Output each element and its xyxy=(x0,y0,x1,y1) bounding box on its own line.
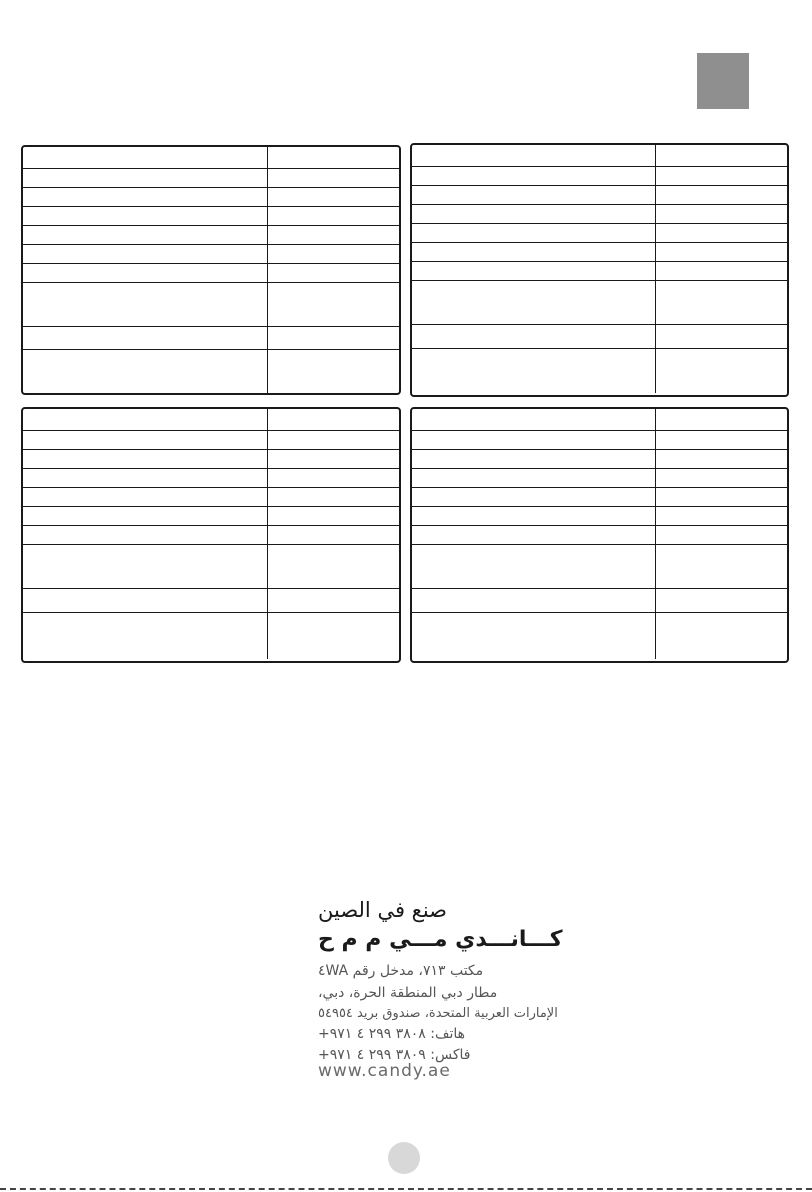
address-line-office: مكتب ٧١٣، مدخل رقم ٤WA xyxy=(318,963,484,979)
value-cell xyxy=(268,589,399,612)
value-cell xyxy=(268,350,399,393)
value-cell xyxy=(656,450,787,468)
table-row xyxy=(412,325,787,349)
label-cell xyxy=(23,207,268,225)
table-row xyxy=(23,545,399,589)
table-row xyxy=(412,205,787,224)
table-row xyxy=(412,507,787,526)
table-row xyxy=(412,526,787,545)
label-cell xyxy=(412,205,656,223)
table-row xyxy=(412,469,787,488)
table-row xyxy=(23,327,399,350)
section-tab-marker xyxy=(697,53,749,109)
value-cell xyxy=(268,545,399,588)
value-cell xyxy=(656,325,787,348)
label-cell xyxy=(412,243,656,261)
label-cell xyxy=(23,245,268,263)
value-cell xyxy=(656,469,787,487)
value-cell xyxy=(656,488,787,506)
label-cell xyxy=(23,283,268,326)
value-cell xyxy=(656,281,787,324)
table-row xyxy=(23,283,399,327)
website-link[interactable]: www.candy.ae xyxy=(318,1061,451,1081)
page-number-circle xyxy=(388,1142,420,1174)
label-cell xyxy=(412,545,656,588)
label-cell xyxy=(412,224,656,242)
value-cell xyxy=(656,349,787,393)
company-name: كـــانـــدي مـــي م م ح xyxy=(318,927,563,952)
warranty-table-top-right xyxy=(410,143,789,397)
value-cell xyxy=(268,283,399,326)
label-cell xyxy=(412,262,656,280)
table-row xyxy=(412,186,787,205)
address-line-area: مطار دبي المنطقة الحرة، دبي، xyxy=(318,985,498,1001)
label-cell xyxy=(23,488,268,506)
value-cell xyxy=(656,186,787,204)
label-cell xyxy=(23,147,268,168)
table-row xyxy=(412,488,787,507)
value-cell xyxy=(656,243,787,261)
table-row xyxy=(412,431,787,450)
label-cell xyxy=(23,526,268,544)
table-row xyxy=(412,613,787,659)
table-row xyxy=(23,469,399,488)
address-line-country: الإمارات العربية المتحدة، صندوق بريد ٥٤٩٥٤ xyxy=(318,1006,558,1021)
value-cell xyxy=(268,207,399,225)
label-cell xyxy=(412,349,656,393)
value-cell xyxy=(268,507,399,525)
table-row xyxy=(23,613,399,659)
value-cell xyxy=(656,613,787,659)
table-row xyxy=(23,507,399,526)
made-in-label: صنع في الصين xyxy=(318,898,448,922)
table-row xyxy=(23,264,399,283)
label-cell xyxy=(23,589,268,612)
label-cell xyxy=(412,409,656,430)
label-cell xyxy=(23,450,268,468)
table-row xyxy=(412,450,787,469)
table-row xyxy=(23,589,399,613)
label-cell xyxy=(23,327,268,349)
phone-line: هاتف: ٣٨٠٨ ٢٩٩ ٤ ٩٧١+ xyxy=(318,1026,466,1042)
table-row xyxy=(23,450,399,469)
table-row xyxy=(23,431,399,450)
table-row xyxy=(23,188,399,207)
warranty-table-bottom-right xyxy=(410,407,789,663)
table-row xyxy=(23,488,399,507)
value-cell xyxy=(656,167,787,185)
label-cell xyxy=(23,409,268,430)
table-row xyxy=(412,224,787,243)
warranty-table-bottom-left xyxy=(21,407,401,663)
value-cell xyxy=(268,526,399,544)
label-cell xyxy=(412,507,656,525)
table-row xyxy=(412,409,787,431)
label-cell xyxy=(23,469,268,487)
label-cell xyxy=(23,507,268,525)
value-cell xyxy=(656,409,787,430)
value-cell xyxy=(268,245,399,263)
label-cell xyxy=(412,589,656,612)
table-row xyxy=(23,350,399,393)
value-cell xyxy=(656,545,787,588)
value-cell xyxy=(268,327,399,349)
value-cell xyxy=(268,450,399,468)
label-cell xyxy=(23,264,268,282)
table-row xyxy=(412,349,787,393)
label-cell xyxy=(412,186,656,204)
table-row xyxy=(412,281,787,325)
label-cell xyxy=(412,431,656,449)
label-cell xyxy=(412,450,656,468)
value-cell xyxy=(268,169,399,187)
value-cell xyxy=(656,262,787,280)
table-row xyxy=(412,243,787,262)
label-cell xyxy=(412,325,656,348)
value-cell xyxy=(656,431,787,449)
label-cell xyxy=(23,545,268,588)
label-cell xyxy=(412,167,656,185)
value-cell xyxy=(268,147,399,168)
table-row xyxy=(412,589,787,613)
value-cell xyxy=(268,613,399,659)
table-row xyxy=(412,262,787,281)
value-cell xyxy=(656,526,787,544)
label-cell xyxy=(23,431,268,449)
table-row xyxy=(23,169,399,188)
value-cell xyxy=(268,226,399,244)
label-cell xyxy=(412,488,656,506)
label-cell xyxy=(23,226,268,244)
table-row xyxy=(23,207,399,226)
value-cell xyxy=(656,507,787,525)
label-cell xyxy=(412,613,656,659)
value-cell xyxy=(268,264,399,282)
page-bottom-divider xyxy=(0,1188,812,1190)
table-row xyxy=(412,145,787,167)
table-row xyxy=(23,526,399,545)
value-cell xyxy=(268,488,399,506)
value-cell xyxy=(656,205,787,223)
value-cell xyxy=(656,589,787,612)
label-cell xyxy=(412,145,656,166)
table-row xyxy=(23,226,399,245)
value-cell xyxy=(268,469,399,487)
warranty-table-top-left xyxy=(21,145,401,395)
value-cell xyxy=(268,431,399,449)
label-cell xyxy=(23,188,268,206)
table-row xyxy=(23,245,399,264)
table-row xyxy=(412,545,787,589)
value-cell xyxy=(268,409,399,430)
value-cell xyxy=(656,224,787,242)
label-cell xyxy=(412,281,656,324)
table-row xyxy=(412,167,787,186)
value-cell xyxy=(268,188,399,206)
fax-line: فاكس: ٣٨٠٩ ٢٩٩ ٤ ٩٧١+ xyxy=(318,1047,471,1063)
label-cell xyxy=(23,350,268,393)
value-cell xyxy=(656,145,787,166)
label-cell xyxy=(23,169,268,187)
label-cell xyxy=(412,469,656,487)
label-cell xyxy=(23,613,268,659)
label-cell xyxy=(412,526,656,544)
table-row xyxy=(23,147,399,169)
table-row xyxy=(23,409,399,431)
